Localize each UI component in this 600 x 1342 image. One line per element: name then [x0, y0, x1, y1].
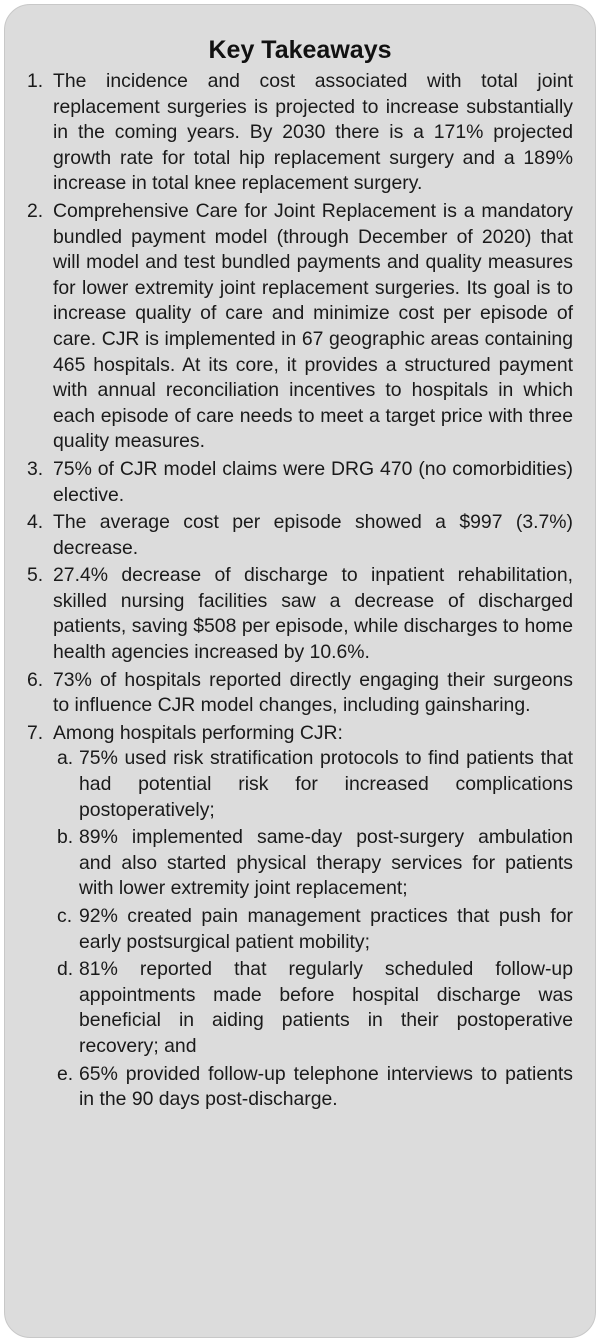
sub-item-letter: d. [57, 958, 74, 981]
item-number: 6. [27, 668, 44, 691]
list-item [27, 69, 573, 197]
sub-item-letter: a. [57, 747, 74, 770]
sub-item-text: 75% used risk stratification protocols to find patients that had potential risk for increased complications postoperatively; [79, 747, 573, 821]
item-text: 73% of hospitals reported directly engaging their surgeons to influence CJR model changes, including gainsharing. [53, 668, 573, 717]
item-number: 3. [27, 457, 44, 480]
sub-list-item [57, 746, 573, 823]
sub-list-item [57, 957, 573, 1059]
item-text: 75% of CJR model claims were DRG 470 (no comorbidities) elective. [53, 457, 573, 506]
item-number: 1. [27, 70, 44, 92]
sub-item-text: 92% created pain management practices that push for early postsurgical patient mobility; [79, 905, 573, 953]
sub-list-item [57, 1062, 573, 1113]
item-number: 2. [27, 199, 44, 222]
list-item [27, 510, 573, 561]
item-body [53, 721, 573, 1115]
sub-item-text: 89% implemented same-day post-surgery ambulation and also started physical therapy services for patients with lower extremity joint replacement; [79, 826, 573, 900]
item-text: The average cost per episode showed a $997 (3.7%) decrease. [53, 511, 573, 559]
box-title: Key Takeaways [208, 36, 392, 64]
sub-item-letter: b. [57, 826, 74, 849]
list-item [27, 457, 573, 508]
item-number: 7. [27, 721, 44, 744]
list-item [27, 668, 573, 719]
item-text: Comprehensive Care for Joint Replacement is a mandatory bundled payment model (through December of 2020) that will model and test bundled payments and quality measures for lower extremity joint replacement surgeries. Its goal is to increase quality of care and minimize cost per episode of care. CJR is implemented in 67 geographic areas containing 465 hospitals. At its core, it provides a structured payment with annual reconciliation incentives to hospitals in which each episode of care needs to meet a target price with three quality measures. [53, 199, 573, 453]
item-number: 5. [27, 564, 44, 587]
item-text: The incidence and cost associated with total joint replacement surgeries is projected to increase substantially in the coming years. By 2030 there is a 171% projected growth rate for total hip replacement surgery and a 189% increase in total knee replacement surgery. [53, 70, 573, 195]
list-item [27, 199, 573, 455]
item-number: 4. [27, 511, 44, 534]
list-item [27, 563, 573, 665]
takeaways-list [27, 69, 573, 1115]
list-item [27, 721, 573, 1115]
sub-item-text: 65% provided follow-up telephone interviews to patients in the 90 days post-discharge. [79, 1062, 573, 1111]
sub-item-letter: c. [57, 905, 73, 927]
item-text: 27.4% decrease of discharge to inpatient rehabilitation, skilled nursing facilities saw a decrease of discharged patients, saving $508 per episode, while discharges to home health agencies increased by 10.6%. [53, 564, 573, 664]
sub-item-text: 81% reported that regularly scheduled follow-up appointments made before hospital discharge was beneficial in aiding patients in their postoperative recovery; and [79, 958, 573, 1057]
item-text: Among hospitals performing CJR: [53, 721, 343, 744]
sub-list-item [57, 904, 573, 955]
sub-list [53, 746, 573, 1112]
sub-list-item [57, 825, 573, 902]
key-takeaways-box [4, 4, 596, 1338]
sub-item-letter: e. [57, 1062, 74, 1085]
